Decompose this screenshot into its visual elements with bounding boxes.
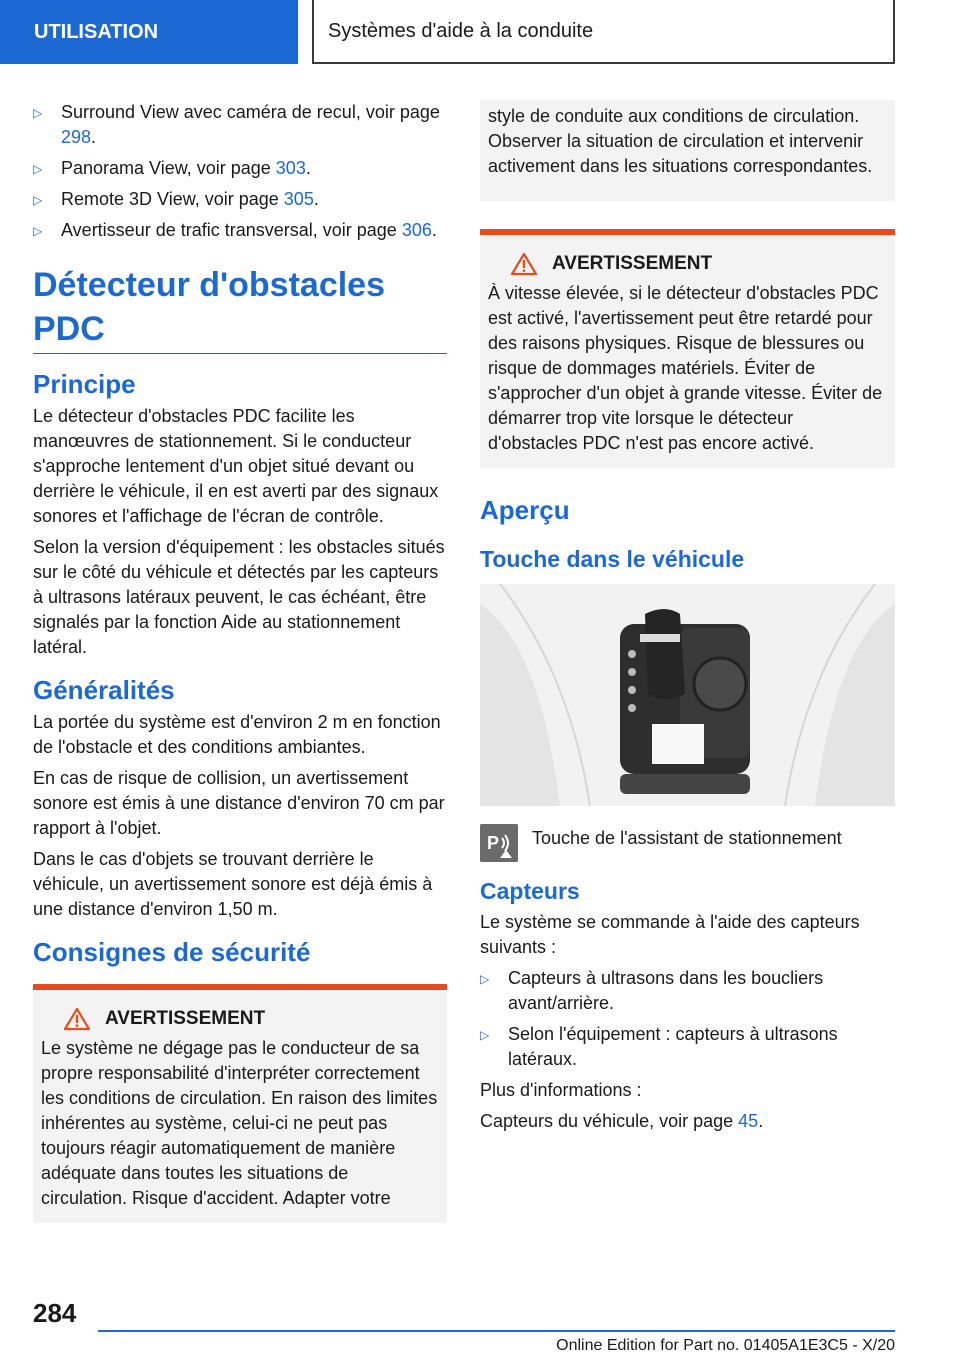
triangle-bullet-icon: ▷ — [33, 224, 43, 238]
list-item: ▷ Selon l'équipement : capteurs à ultrasons latéraux. — [480, 1024, 838, 1069]
warning-title-row: AVERTISSEMENT — [41, 1006, 439, 1032]
left-column — [33, 100, 447, 1223]
heading-apercu: Aperçu — [480, 495, 570, 525]
paragraph: Dans le cas d'objets se trouvant derrière le véhicule, un avertissement sonore est déjà émis à une distance d'environ 1,50 m. — [33, 849, 433, 919]
warning-triangle-icon — [510, 252, 538, 276]
caption-text: Touche de l'assistant de stationnement — [532, 828, 842, 848]
sensor-list — [480, 966, 895, 1072]
list-item: ▷ Panorama View, voir page 303. — [33, 158, 311, 178]
page-link[interactable]: 45 — [738, 1111, 759, 1131]
chapter-title: Systèmes d'aide à la conduite — [312, 0, 895, 64]
page-link[interactable]: 298 — [61, 127, 92, 147]
page-link[interactable]: 305 — [283, 189, 314, 209]
center-console-illustration — [480, 584, 895, 806]
footer-rule — [98, 1330, 895, 1332]
page-title: Détecteur d'obstacles PDC — [33, 263, 447, 354]
paragraph: Le système se commande à l'aide des capteurs suivants : — [480, 912, 860, 957]
warning-box — [33, 984, 447, 1223]
warning-text: Le système ne dégage pas le conducteur de sa propre responsabilité d'interpréter correctement les conditions de circulation. En raison des limites inhérentes au système, celui-ci ne peut pas toujours réagir automatiquement de manière adéquate dans toutes les situations de circulation. Risque d'accident. Adapter votre — [41, 1038, 438, 1208]
heading-touche: Touche dans le véhicule — [480, 546, 745, 572]
paragraph: La portée du système est d'environ 2 m en fonction de l'obstacle et des conditions ambiantes. — [33, 712, 441, 757]
triangle-bullet-icon: ▷ — [480, 1028, 490, 1042]
paragraph: En cas de risque de collision, un avertissement sonore est émis à une distance d'environ 70 cm par rapport à l'objet. — [33, 768, 445, 838]
right-column — [480, 100, 895, 1140]
triangle-bullet-icon: ▷ — [33, 193, 43, 207]
parking-assist-button-icon — [480, 824, 518, 862]
warning-continuation: style de conduite aux conditions de circulation. Observer la situation de circulation et intervenir activement dans les situations correspondantes. — [480, 100, 895, 201]
heading-principe: Principe — [33, 369, 136, 399]
triangle-bullet-icon: ▷ — [33, 162, 43, 176]
page-link[interactable]: 306 — [401, 220, 432, 240]
list-item: ▷ Remote 3D View, voir page 305. — [33, 189, 319, 209]
list-item: ▷ Capteurs à ultrasons dans les boucliers avant/arrière. — [480, 968, 824, 1013]
warning-triangle-icon — [63, 1007, 91, 1031]
svg-text:P: P — [487, 833, 500, 853]
section-tab: UTILISATION — [0, 0, 298, 64]
console-photo — [480, 584, 895, 806]
paragraph: Plus d'informations : — [480, 1080, 642, 1100]
page-number: 284 — [33, 1298, 77, 1328]
warning-title-row: AVERTISSEMENT — [488, 251, 887, 277]
paragraph: Le détecteur d'obstacles PDC facilite les manœuvres de stationnement. Si le conducteur s'approche lentement d'un objet situé devant ou derrière le véhicule, il en est averti par des signaux sonores et l'affichage de l'écran de contrôle. — [33, 406, 439, 526]
caption-row — [480, 824, 895, 862]
list-item: ▷ Avertisseur de trafic transversal, voir page 306. — [33, 220, 437, 240]
warning-text: À vitesse élevée, si le détecteur d'obstacles PDC est activé, l'avertissement peut être retardé pour des raisons physiques. Risque de blessures ou risque de dommages matériels. Éviter de s'approcher d'un objet à grande vitesse. Éviter de démarrer trop vite lorsque le détecteur d'obstacles PDC n'est pas encore activé. — [488, 283, 883, 453]
heading-capteurs: Capteurs — [480, 878, 580, 904]
page-link[interactable]: 303 — [275, 158, 306, 178]
triangle-bullet-icon: ▷ — [33, 106, 43, 120]
reference-line: Capteurs du véhicule, voir page 45. — [480, 1111, 764, 1131]
heading-generalites: Généralités — [33, 675, 175, 705]
list-item: ▷ Surround View avec caméra de recul, voir page 298. — [33, 102, 440, 147]
paragraph: Selon la version d'équipement : les obstacles situés sur le côté du véhicule et détectés par les capteurs à ultrasons latéraux peuvent, le cas échéant, être signalés par la fonction Aide au stationnement latéral. — [33, 537, 445, 657]
warning-box — [480, 229, 895, 468]
heading-consignes: Consignes de sécurité — [33, 937, 311, 967]
edition-label: Online Edition for Part no. 01405A1E3C5 - X/20 — [556, 1337, 895, 1354]
triangle-bullet-icon: ▷ — [480, 972, 490, 986]
see-also-list — [33, 100, 447, 243]
